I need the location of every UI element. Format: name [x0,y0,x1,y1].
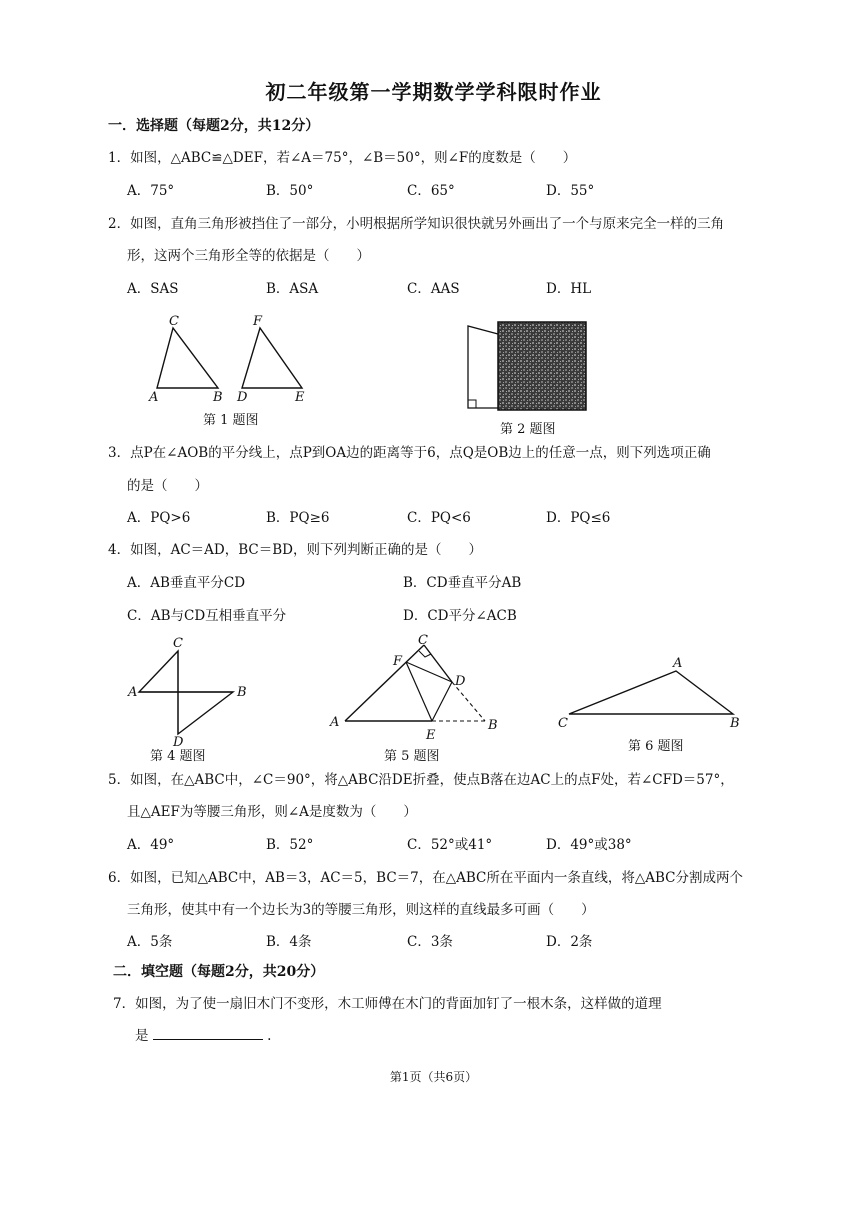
fig5-label-a: A [330,715,340,730]
fig6-label-a: A [673,656,683,671]
figure-6-triangle [555,653,750,733]
question-3-stem-line2: 的是（ ） [127,478,208,494]
q1-option-b[interactable]: B．50° [266,183,314,199]
q2-option-c[interactable]: C．AAS [407,281,460,297]
page-footer: 第1页（共6页） [389,1070,478,1084]
q5-option-d[interactable]: D．49°或38° [546,837,632,853]
q6-option-d[interactable]: D．2条 [546,934,593,950]
question-4-stem: 4．如图，AC＝AD，BC＝BD，则下列判断正确的是（ ） [108,542,482,558]
q6-option-b[interactable]: B．4条 [266,934,312,950]
q3-option-a[interactable]: A．PQ>6 [127,510,191,526]
q7-answer-blank[interactable] [153,1027,263,1040]
fig4-label-c: C [173,636,183,651]
fig1-label-c: C [169,314,179,329]
question-1-stem: 1．如图，△ABC≌△DEF，若∠A＝75°，∠B＝50°，则∠F的度数是（ ） [108,150,577,166]
q5-option-a[interactable]: A．49° [127,837,175,853]
fig5-label-b: B [488,718,498,733]
fig1-label-f: F [253,314,263,329]
figure-5-caption: 第 5 题图 [384,749,440,764]
q6-option-c[interactable]: C．3条 [407,934,453,950]
figure-5-folded-triangle [325,633,510,745]
fig5-label-d: D [455,674,466,689]
figure-4-caption: 第 4 题图 [150,749,206,764]
q2-option-a[interactable]: A．SAS [127,281,179,297]
q7-prefix: 是 [135,1028,149,1044]
q4-option-a[interactable]: A．AB垂直平分CD [127,575,246,591]
q2-option-b[interactable]: B．ASA [266,281,319,297]
fig1-label-b: B [213,390,223,405]
page-title: 初二年级第一学期数学学科限时作业 [265,80,602,104]
section-1-heading: 一．选择题（每题2分，共12分） [108,118,320,134]
figure-1-caption: 第 1 题图 [203,413,259,428]
fig5-label-c: C [418,633,428,648]
q2-option-d[interactable]: D．HL [546,281,592,297]
q4-option-d[interactable]: D．CD平分∠ACB [403,608,517,624]
q3-option-d[interactable]: D．PQ≤6 [546,510,611,526]
question-2-stem-line2: 形，这两个三角形全等的依据是（ ） [127,248,370,264]
figure-2-caption: 第 2 题图 [500,422,556,437]
q5-option-c[interactable]: C．52°或41° [407,837,493,853]
question-3-stem-line1: 3．点P在∠AOB的平分线上，点P到OA边的距离等于6，点Q是OB边上的任意一点，则下列选项正确 [108,445,711,461]
fig6-label-b: B [730,716,740,731]
question-5-stem-line2: 且△AEF为等腰三角形，则∠A是度数为（ ） [127,804,417,820]
fig1-label-d: D [237,390,248,405]
question-6-stem-line2: 三角形，使其中有一个边长为3的等腰三角形，则这样的直线最多可画（ ） [127,902,595,918]
q3-option-b[interactable]: B．PQ≥6 [266,510,330,526]
figure-1-triangles [145,310,315,410]
q4-option-c[interactable]: C．AB与CD互相垂直平分 [127,608,287,624]
question-2-stem-line1: 2．如图，直角三角形被挡住了一部分，小明根据所学知识很快就另外画出了一个与原来完全一样的三角 [108,216,725,232]
fig4-label-d: D [173,735,184,748]
fig5-label-e: E [426,728,436,743]
figure-6-caption: 第 6 题图 [628,739,684,754]
q6-option-a[interactable]: A．5条 [127,934,173,950]
q1-option-c[interactable]: C．65° [407,183,455,199]
occluding-square [498,322,586,410]
question-7-stem-line1: 7．如图，为了使一扇旧木门不变形，木工师傅在木门的背面加钉了一根木条，这样做的道理 [113,996,662,1012]
fig4-label-b: B [237,685,247,700]
question-6-stem-line1: 6．如图，已知△ABC中，AB＝3，AC＝5，BC＝7，在△ABC所在平面内一条直线，将△ABC分割成两个 [108,870,743,886]
question-5-stem-line1: 5．如图，在△ABC中，∠C＝90°，将△ABC沿DE折叠，使点B落在边AC上的点F处，若∠CFD＝57°， [108,772,734,788]
q4-option-b[interactable]: B．CD垂直平分AB [403,575,522,591]
q5-option-b[interactable]: B．52° [266,837,314,853]
fig6-label-c: C [558,716,568,731]
q7-suffix: . [267,1028,272,1044]
fig1-label-a: A [149,390,159,405]
q3-option-c[interactable]: C．PQ<6 [407,510,471,526]
fig5-label-f: F [393,654,403,669]
figure-4-kite [125,633,255,748]
fig4-label-a: A [128,685,138,700]
fig1-label-e: E [295,390,305,405]
q1-option-a[interactable]: A．75° [127,183,175,199]
figure-2-covered-triangle [460,318,595,418]
q1-option-d[interactable]: D．55° [546,183,595,199]
question-7-stem-line2 [135,1027,271,1045]
section-2-heading: 二．填空题（每题2分，共20分） [113,964,325,980]
